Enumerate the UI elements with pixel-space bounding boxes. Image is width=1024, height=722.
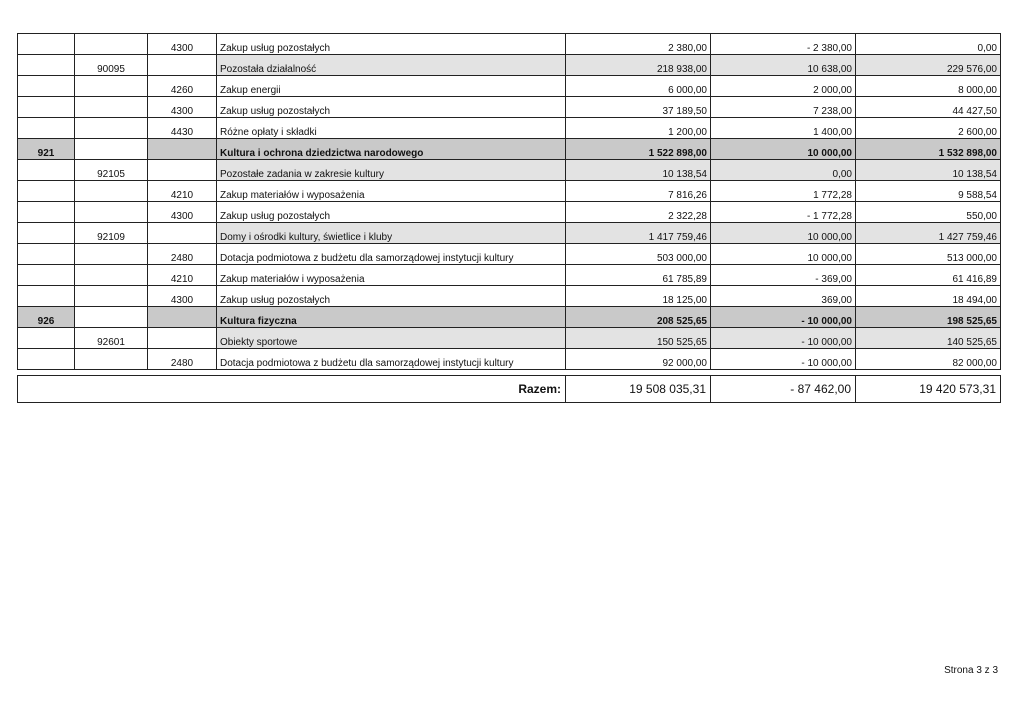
- item-name-cell: Domy i ośrodki kultury, świetlice i kluby: [217, 223, 566, 244]
- rozdzial-code-cell: 92109: [75, 223, 148, 244]
- plan-amount-cell: 61 785,89: [566, 265, 711, 286]
- dzial-code-cell: [18, 223, 75, 244]
- paragraf-row: [18, 76, 1001, 97]
- paragraf-code-cell: [148, 139, 217, 160]
- paragraf-code-cell: 4300: [148, 97, 217, 118]
- paragraf-code-cell: 4210: [148, 265, 217, 286]
- total-change: - 87 462,00: [711, 376, 856, 403]
- paragraf-code-cell: 2480: [148, 349, 217, 370]
- item-name-cell: Zakup usług pozostałych: [217, 34, 566, 55]
- after-change-amount-cell: 140 525,65: [856, 328, 1001, 349]
- after-change-amount-cell: 18 494,00: [856, 286, 1001, 307]
- plan-amount-cell: 208 525,65: [566, 307, 711, 328]
- rozdzial-code-cell: 92105: [75, 160, 148, 181]
- item-name-cell: Zakup materiałów i wyposażenia: [217, 181, 566, 202]
- plan-amount-cell: 2 380,00: [566, 34, 711, 55]
- plan-amount-cell: 2 322,28: [566, 202, 711, 223]
- change-amount-cell: 1 400,00: [711, 118, 856, 139]
- change-amount-cell: - 10 000,00: [711, 328, 856, 349]
- paragraf-row: [18, 34, 1001, 55]
- item-name-cell: Pozostała działalność: [217, 55, 566, 76]
- plan-amount-cell: 37 189,50: [566, 97, 711, 118]
- change-amount-cell: 0,00: [711, 160, 856, 181]
- plan-amount-cell: 18 125,00: [566, 286, 711, 307]
- page-number: Strona 3 z 3: [944, 665, 998, 676]
- rozdzial-code-cell: 90095: [75, 55, 148, 76]
- paragraf-row: [18, 349, 1001, 370]
- after-change-amount-cell: 1 532 898,00: [856, 139, 1001, 160]
- dzial-code-cell: 926: [18, 307, 75, 328]
- paragraf-row: [18, 244, 1001, 265]
- item-name-cell: Zakup usług pozostałych: [217, 286, 566, 307]
- rozdzial-code-cell: [75, 139, 148, 160]
- dzial-code-cell: [18, 328, 75, 349]
- after-change-amount-cell: 229 576,00: [856, 55, 1001, 76]
- after-change-amount-cell: 10 138,54: [856, 160, 1001, 181]
- paragraf-code-cell: 4430: [148, 118, 217, 139]
- dzial-code-cell: [18, 265, 75, 286]
- change-amount-cell: - 2 380,00: [711, 34, 856, 55]
- change-amount-cell: 2 000,00: [711, 76, 856, 97]
- dzial-row: [18, 139, 1001, 160]
- dzial-code-cell: [18, 118, 75, 139]
- paragraf-row: [18, 118, 1001, 139]
- change-amount-cell: - 369,00: [711, 265, 856, 286]
- paragraf-code-cell: [148, 160, 217, 181]
- paragraf-code-cell: 4260: [148, 76, 217, 97]
- total-label: Razem:: [18, 376, 566, 403]
- rozdzial-row: [18, 55, 1001, 76]
- paragraf-row: [18, 265, 1001, 286]
- item-name-cell: Zakup usług pozostałych: [217, 202, 566, 223]
- rozdzial-code-cell: [75, 181, 148, 202]
- plan-amount-cell: 10 138,54: [566, 160, 711, 181]
- item-name-cell: Różne opłaty i składki: [217, 118, 566, 139]
- item-name-cell: Zakup usług pozostałych: [217, 97, 566, 118]
- paragraf-row: [18, 181, 1001, 202]
- dzial-code-cell: 921: [18, 139, 75, 160]
- dzial-code-cell: [18, 76, 75, 97]
- budget-table: [17, 33, 1001, 370]
- rozdzial-code-cell: [75, 118, 148, 139]
- paragraf-code-cell: 4300: [148, 34, 217, 55]
- after-change-amount-cell: 513 000,00: [856, 244, 1001, 265]
- after-change-amount-cell: 198 525,65: [856, 307, 1001, 328]
- paragraf-code-cell: [148, 328, 217, 349]
- plan-amount-cell: 6 000,00: [566, 76, 711, 97]
- after-change-amount-cell: 61 416,89: [856, 265, 1001, 286]
- dzial-code-cell: [18, 34, 75, 55]
- paragraf-code-cell: 4210: [148, 181, 217, 202]
- dzial-code-cell: [18, 244, 75, 265]
- dzial-code-cell: [18, 55, 75, 76]
- paragraf-row: [18, 286, 1001, 307]
- total-table: [17, 375, 1001, 403]
- plan-amount-cell: 7 816,26: [566, 181, 711, 202]
- item-name-cell: Pozostałe zadania w zakresie kultury: [217, 160, 566, 181]
- rozdzial-row: [18, 223, 1001, 244]
- rozdzial-code-cell: [75, 244, 148, 265]
- after-change-amount-cell: 550,00: [856, 202, 1001, 223]
- rozdzial-code-cell: [75, 34, 148, 55]
- change-amount-cell: 10 000,00: [711, 139, 856, 160]
- change-amount-cell: 1 772,28: [711, 181, 856, 202]
- rozdzial-code-cell: [75, 349, 148, 370]
- rozdzial-code-cell: [75, 286, 148, 307]
- change-amount-cell: - 1 772,28: [711, 202, 856, 223]
- paragraf-code-cell: [148, 223, 217, 244]
- item-name-cell: Kultura i ochrona dziedzictwa narodowego: [217, 139, 566, 160]
- after-change-amount-cell: 1 427 759,46: [856, 223, 1001, 244]
- plan-amount-cell: 150 525,65: [566, 328, 711, 349]
- plan-amount-cell: 1 200,00: [566, 118, 711, 139]
- rozdzial-code-cell: [75, 202, 148, 223]
- change-amount-cell: 10 000,00: [711, 244, 856, 265]
- item-name-cell: Zakup materiałów i wyposażenia: [217, 265, 566, 286]
- after-change-amount-cell: 2 600,00: [856, 118, 1001, 139]
- dzial-code-cell: [18, 202, 75, 223]
- item-name-cell: Kultura fizyczna: [217, 307, 566, 328]
- change-amount-cell: 7 238,00: [711, 97, 856, 118]
- rozdzial-row: [18, 160, 1001, 181]
- change-amount-cell: 10 000,00: [711, 223, 856, 244]
- after-change-amount-cell: 82 000,00: [856, 349, 1001, 370]
- plan-amount-cell: 218 938,00: [566, 55, 711, 76]
- dzial-code-cell: [18, 97, 75, 118]
- rozdzial-code-cell: 92601: [75, 328, 148, 349]
- total-row: [18, 376, 1001, 403]
- paragraf-code-cell: 4300: [148, 286, 217, 307]
- dzial-code-cell: [18, 181, 75, 202]
- plan-amount-cell: 1 417 759,46: [566, 223, 711, 244]
- rozdzial-code-cell: [75, 97, 148, 118]
- total-after-change: 19 420 573,31: [856, 376, 1001, 403]
- change-amount-cell: - 10 000,00: [711, 349, 856, 370]
- item-name-cell: Dotacja podmiotowa z budżetu dla samorządowej instytucji kultury: [217, 349, 566, 370]
- after-change-amount-cell: 0,00: [856, 34, 1001, 55]
- after-change-amount-cell: 44 427,50: [856, 97, 1001, 118]
- paragraf-code-cell: 2480: [148, 244, 217, 265]
- dzial-code-cell: [18, 349, 75, 370]
- total-plan: 19 508 035,31: [566, 376, 711, 403]
- plan-amount-cell: 1 522 898,00: [566, 139, 711, 160]
- plan-amount-cell: 92 000,00: [566, 349, 711, 370]
- paragraf-code-cell: [148, 55, 217, 76]
- dzial-code-cell: [18, 286, 75, 307]
- change-amount-cell: 10 638,00: [711, 55, 856, 76]
- plan-amount-cell: 503 000,00: [566, 244, 711, 265]
- rozdzial-row: [18, 328, 1001, 349]
- after-change-amount-cell: 9 588,54: [856, 181, 1001, 202]
- item-name-cell: Obiekty sportowe: [217, 328, 566, 349]
- dzial-row: [18, 307, 1001, 328]
- change-amount-cell: 369,00: [711, 286, 856, 307]
- rozdzial-code-cell: [75, 76, 148, 97]
- paragraf-row: [18, 97, 1001, 118]
- change-amount-cell: - 10 000,00: [711, 307, 856, 328]
- paragraf-row: [18, 202, 1001, 223]
- rozdzial-code-cell: [75, 307, 148, 328]
- item-name-cell: Dotacja podmiotowa z budżetu dla samorządowej instytucji kultury: [217, 244, 566, 265]
- paragraf-code-cell: [148, 307, 217, 328]
- item-name-cell: Zakup energii: [217, 76, 566, 97]
- after-change-amount-cell: 8 000,00: [856, 76, 1001, 97]
- rozdzial-code-cell: [75, 265, 148, 286]
- dzial-code-cell: [18, 160, 75, 181]
- budget-table-body: [18, 34, 1001, 370]
- paragraf-code-cell: 4300: [148, 202, 217, 223]
